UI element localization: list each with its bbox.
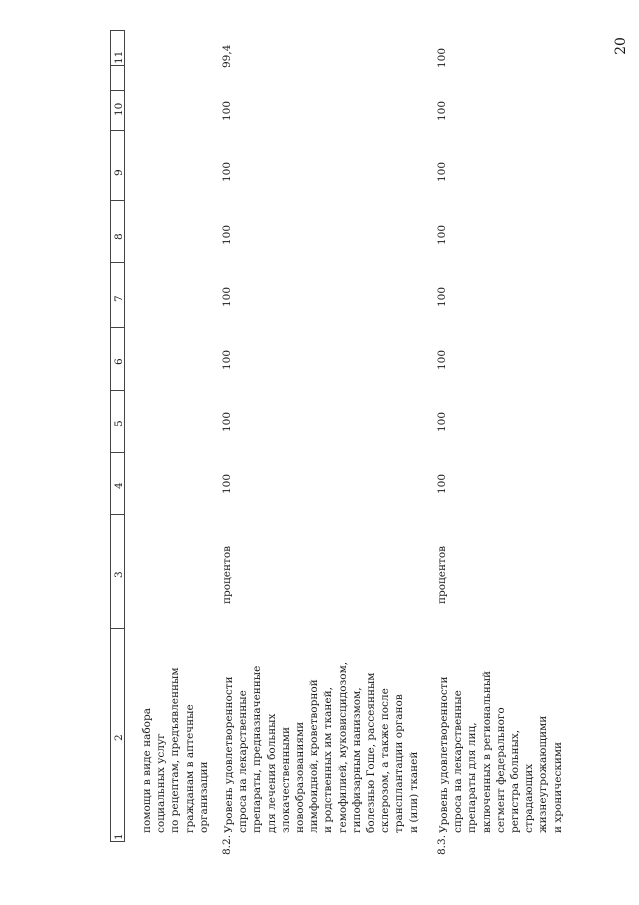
text-line: лимфоидной, кроветворной bbox=[308, 679, 321, 833]
header-4: 4 bbox=[113, 482, 125, 489]
value-col7: 100 bbox=[436, 286, 448, 307]
text-line: гражданам в аптечные bbox=[183, 704, 196, 833]
row-description bbox=[140, 633, 211, 833]
header-5: 5 bbox=[113, 420, 125, 427]
table-line bbox=[110, 90, 124, 91]
table-line bbox=[110, 327, 124, 328]
text-line: болезнью Гоше, рассеянным bbox=[365, 672, 378, 833]
text-line: и хроническими bbox=[551, 741, 564, 833]
row-number: 8.2. bbox=[221, 834, 233, 855]
value-col4: 100 bbox=[436, 473, 448, 494]
page-number: 20 bbox=[612, 37, 629, 55]
text-line: для лечения больных bbox=[265, 713, 278, 833]
text-line: Уровень удовлетворенности bbox=[223, 676, 235, 833]
value-col9: 100 bbox=[221, 161, 233, 182]
text-line: Уровень удовлетворенности bbox=[438, 676, 450, 833]
header-11: 11 bbox=[113, 50, 125, 64]
text-line: социальных услуг bbox=[155, 733, 168, 833]
text-line: регистра больных, bbox=[509, 729, 522, 833]
table-line bbox=[110, 200, 124, 201]
text-line: организации bbox=[197, 761, 210, 833]
text-line: по рецептам, предъявленным bbox=[169, 667, 182, 833]
table-line bbox=[110, 30, 124, 31]
value-col4: 100 bbox=[221, 473, 233, 494]
value-col5: 100 bbox=[221, 411, 233, 432]
row-description bbox=[222, 633, 421, 833]
text-line: склерозом, а также после bbox=[379, 688, 392, 833]
value-col8: 100 bbox=[436, 224, 448, 245]
header-7: 7 bbox=[113, 295, 125, 302]
table-line bbox=[110, 628, 124, 629]
text-line: препараты, предназначенные bbox=[251, 665, 264, 833]
header-8: 8 bbox=[113, 233, 125, 240]
value-col10: 100 bbox=[221, 100, 233, 121]
table-line bbox=[110, 514, 124, 515]
row-unit: процентов bbox=[436, 545, 448, 604]
table-line bbox=[110, 841, 124, 842]
text-line: включенных в региональный bbox=[480, 670, 493, 833]
text-line: трансплантации органов bbox=[393, 694, 406, 833]
value-col11: 99,4 bbox=[221, 44, 233, 68]
value-col9: 100 bbox=[436, 161, 448, 182]
value-col10: 100 bbox=[436, 100, 448, 121]
text-line: злокачественными bbox=[279, 726, 292, 833]
table-line bbox=[110, 30, 111, 842]
text-line: спроса на лекарственные bbox=[237, 690, 250, 833]
text-line: новообразованиями bbox=[294, 721, 307, 833]
header-2: 2 bbox=[113, 734, 125, 741]
text-line: сегмент федерального bbox=[494, 707, 507, 833]
text-line: помощи в виде набора bbox=[141, 708, 153, 833]
table-line bbox=[110, 390, 124, 391]
row-unit: процентов bbox=[221, 545, 233, 604]
text-line: препараты для лиц, bbox=[466, 722, 479, 833]
table-line bbox=[110, 130, 124, 131]
row-number: 8.3. bbox=[436, 834, 448, 855]
header-6: 6 bbox=[113, 358, 125, 365]
value-col7: 100 bbox=[221, 286, 233, 307]
value-col6: 100 bbox=[221, 349, 233, 370]
table-line bbox=[110, 262, 124, 263]
table-line bbox=[124, 30, 125, 842]
value-col11: 100 bbox=[436, 47, 448, 68]
text-line: и родственных им тканей, bbox=[322, 687, 335, 833]
value-col6: 100 bbox=[436, 349, 448, 370]
row-description bbox=[437, 633, 565, 833]
text-line: и (или) тканей bbox=[407, 751, 420, 833]
text-line: жизнеугрожающими bbox=[537, 715, 550, 833]
text-line: спроса на лекарственные bbox=[452, 690, 465, 833]
text-line: гипофизарным нанизмом, bbox=[350, 687, 363, 833]
value-col8: 100 bbox=[221, 224, 233, 245]
table-line bbox=[110, 452, 124, 453]
header-3: 3 bbox=[113, 571, 125, 578]
value-col5: 100 bbox=[436, 411, 448, 432]
text-line: страдающих bbox=[523, 763, 536, 833]
text-line: гемофилией, муковисцидозом, bbox=[336, 661, 349, 833]
header-9: 9 bbox=[113, 169, 125, 176]
header-10: 10 bbox=[113, 102, 125, 116]
header-1: 1 bbox=[113, 833, 125, 840]
table-line bbox=[110, 65, 124, 66]
